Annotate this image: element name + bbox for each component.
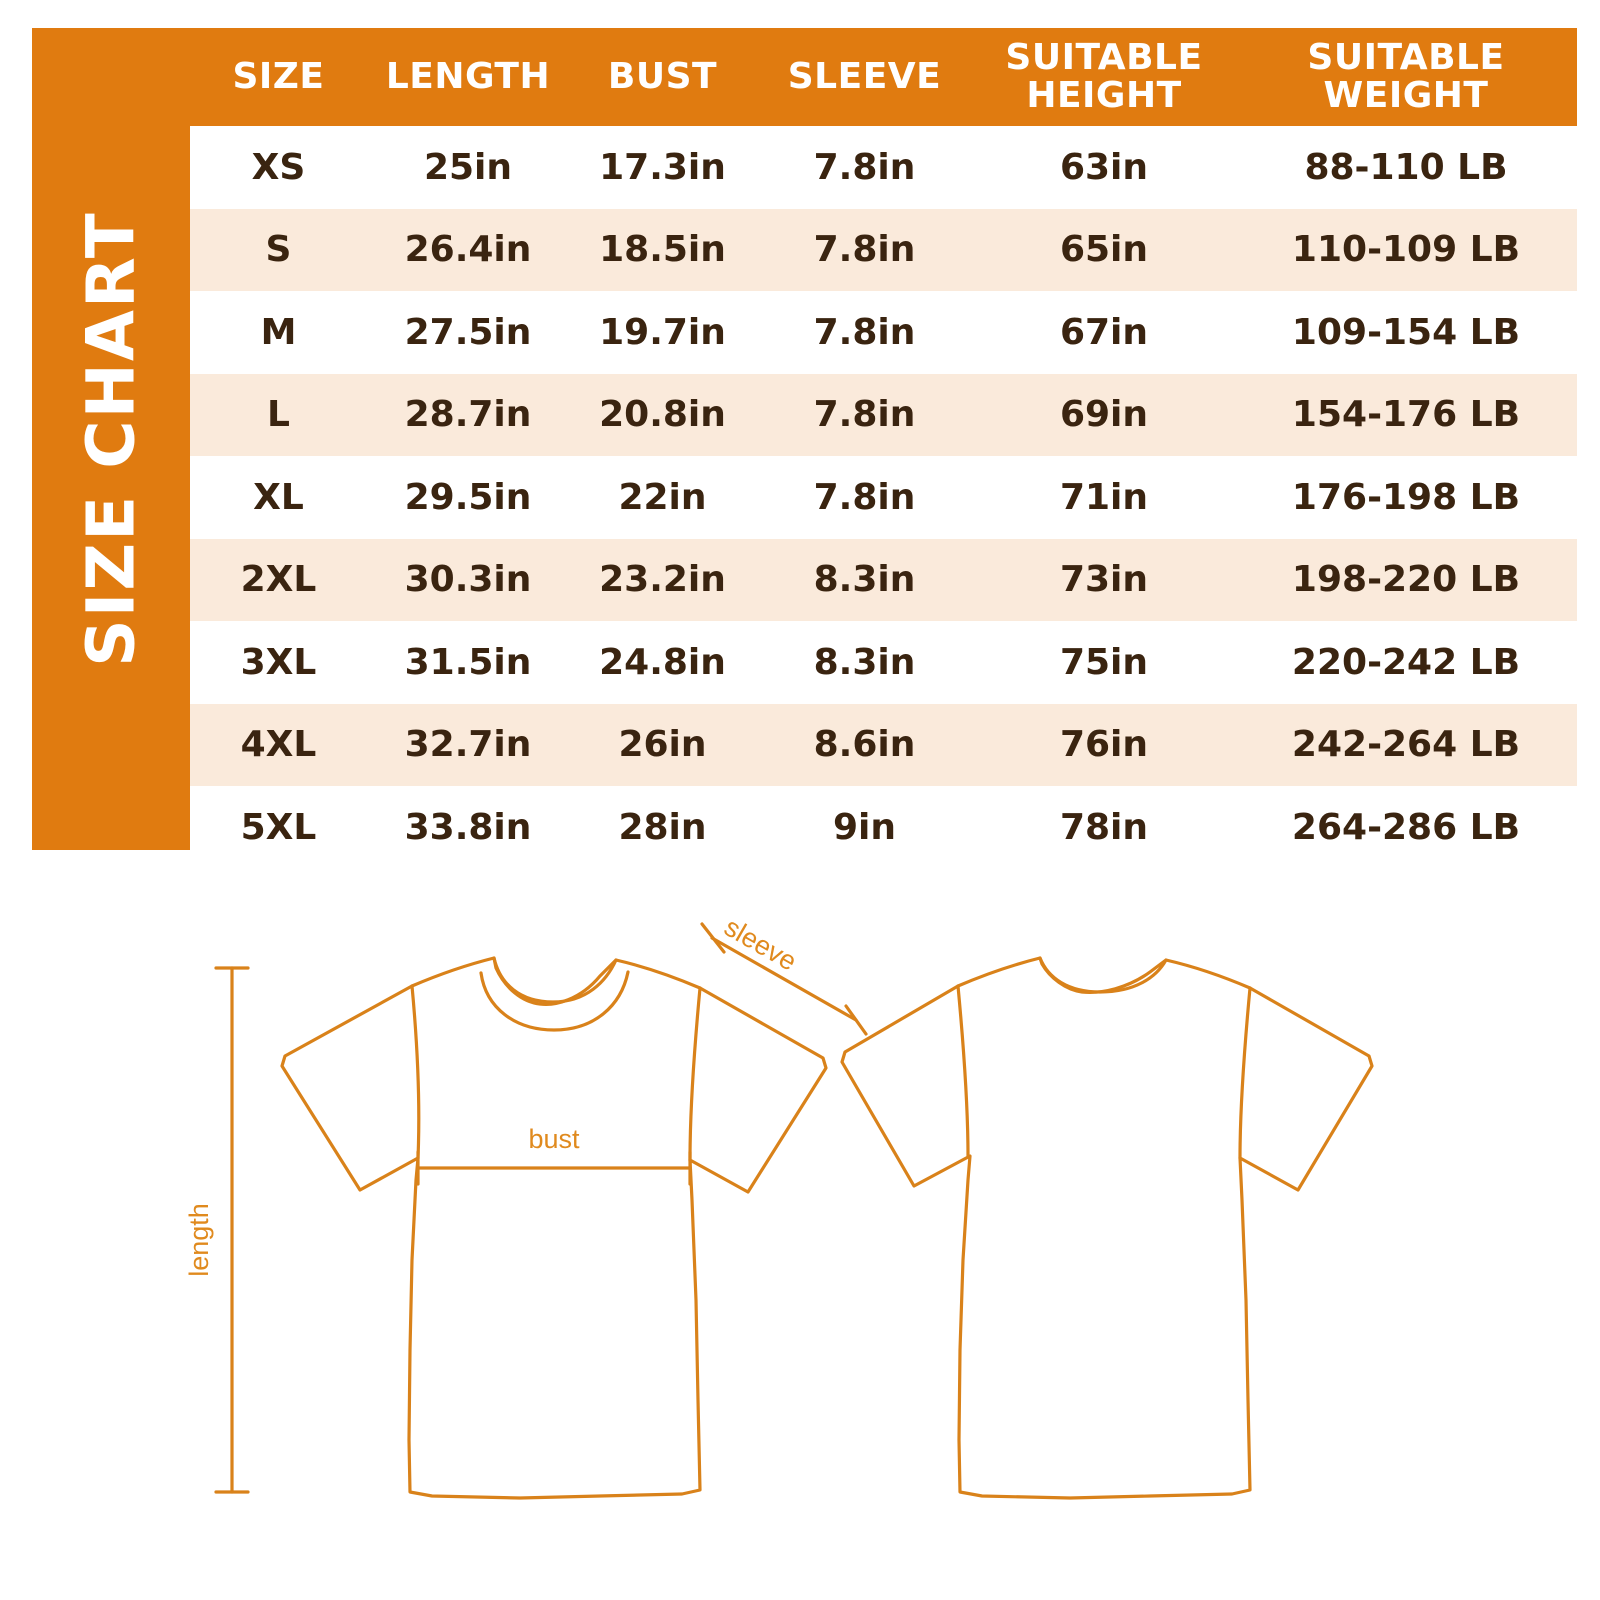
cell-sleeve: 7.8in [756,374,973,457]
cell-size: 3XL [190,621,367,704]
measurement-diagram [0,880,1600,1580]
column-header-sleeve: SLEEVE [756,28,973,126]
cell-size: L [190,374,367,457]
column-header-size: SIZE [190,28,367,126]
cell-sleeve: 7.8in [756,126,973,209]
cell-weight: 110-109 LB [1235,209,1577,292]
tshirt-front-icon [282,958,826,1498]
cell-height: 73in [973,539,1235,622]
cell-weight: 264-286 LB [1235,786,1577,869]
size-chart-side-title [32,28,190,850]
cell-height: 71in [973,456,1235,539]
page-title: SIZE CHART [72,211,150,667]
cell-weight: 176-198 LB [1235,456,1577,539]
cell-bust: 17.3in [569,126,756,209]
cell-size: S [190,209,367,292]
size-chart-panel [32,28,1568,850]
cell-height: 69in [973,374,1235,457]
cell-length: 25in [367,126,569,209]
cell-height: 75in [973,621,1235,704]
table-row [190,704,1577,787]
cell-weight: 242-264 LB [1235,704,1577,787]
cell-length: 30.3in [367,539,569,622]
cell-length: 26.4in [367,209,569,292]
cell-bust: 23.2in [569,539,756,622]
cell-length: 29.5in [367,456,569,539]
bust-label: bust [528,1124,580,1154]
cell-sleeve: 7.8in [756,209,973,292]
column-header-bust: BUST [569,28,756,126]
table-row [190,456,1577,539]
table-row [190,209,1577,292]
cell-weight: 154-176 LB [1235,374,1577,457]
cell-bust: 26in [569,704,756,787]
cell-length: 28.7in [367,374,569,457]
cell-bust: 19.7in [569,291,756,374]
column-header-suitable-weight [1235,28,1577,126]
cell-size: 2XL [190,539,367,622]
cell-weight: 109-154 LB [1235,291,1577,374]
cell-size: XS [190,126,367,209]
table-row [190,621,1577,704]
cell-length: 32.7in [367,704,569,787]
cell-weight: 220-242 LB [1235,621,1577,704]
cell-length: 27.5in [367,291,569,374]
cell-size: XL [190,456,367,539]
suitable-height-line2: HEIGHT [1026,75,1182,116]
cell-height: 63in [973,126,1235,209]
cell-height: 78in [973,786,1235,869]
cell-weight: 198-220 LB [1235,539,1577,622]
table-row [190,786,1577,869]
length-label: length [184,1203,214,1277]
cell-sleeve: 8.6in [756,704,973,787]
cell-sleeve: 9in [756,786,973,869]
cell-height: 67in [973,291,1235,374]
suitable-weight-line1: SUITABLE [1307,37,1505,79]
table-row [190,291,1577,374]
size-table-area [190,28,1577,850]
length-dimension-line [216,968,248,1492]
table-header-row [190,28,1577,126]
cell-sleeve: 7.8in [756,456,973,539]
cell-bust: 22in [569,456,756,539]
cell-length: 31.5in [367,621,569,704]
column-header-length: LENGTH [367,28,569,126]
cell-size: 5XL [190,786,367,869]
tshirt-back-icon [842,958,1372,1498]
table-row [190,126,1577,209]
cell-size: 4XL [190,704,367,787]
column-header-suitable-height [973,28,1235,126]
cell-height: 65in [973,209,1235,292]
cell-height: 76in [973,704,1235,787]
cell-sleeve: 8.3in [756,539,973,622]
cell-bust: 18.5in [569,209,756,292]
cell-bust: 24.8in [569,621,756,704]
table-row [190,539,1577,622]
table-row [190,374,1577,457]
cell-sleeve: 8.3in [756,621,973,704]
cell-bust: 28in [569,786,756,869]
suitable-height-line1: SUITABLE [1005,37,1203,79]
cell-length: 33.8in [367,786,569,869]
cell-weight: 88-110 LB [1235,126,1577,209]
suitable-weight-line2: WEIGHT [1323,75,1489,116]
cell-sleeve: 7.8in [756,291,973,374]
size-table [190,28,1577,869]
sleeve-label: sleeve [719,911,802,977]
cell-bust: 20.8in [569,374,756,457]
bust-dimension-line [418,1152,690,1184]
cell-size: M [190,291,367,374]
